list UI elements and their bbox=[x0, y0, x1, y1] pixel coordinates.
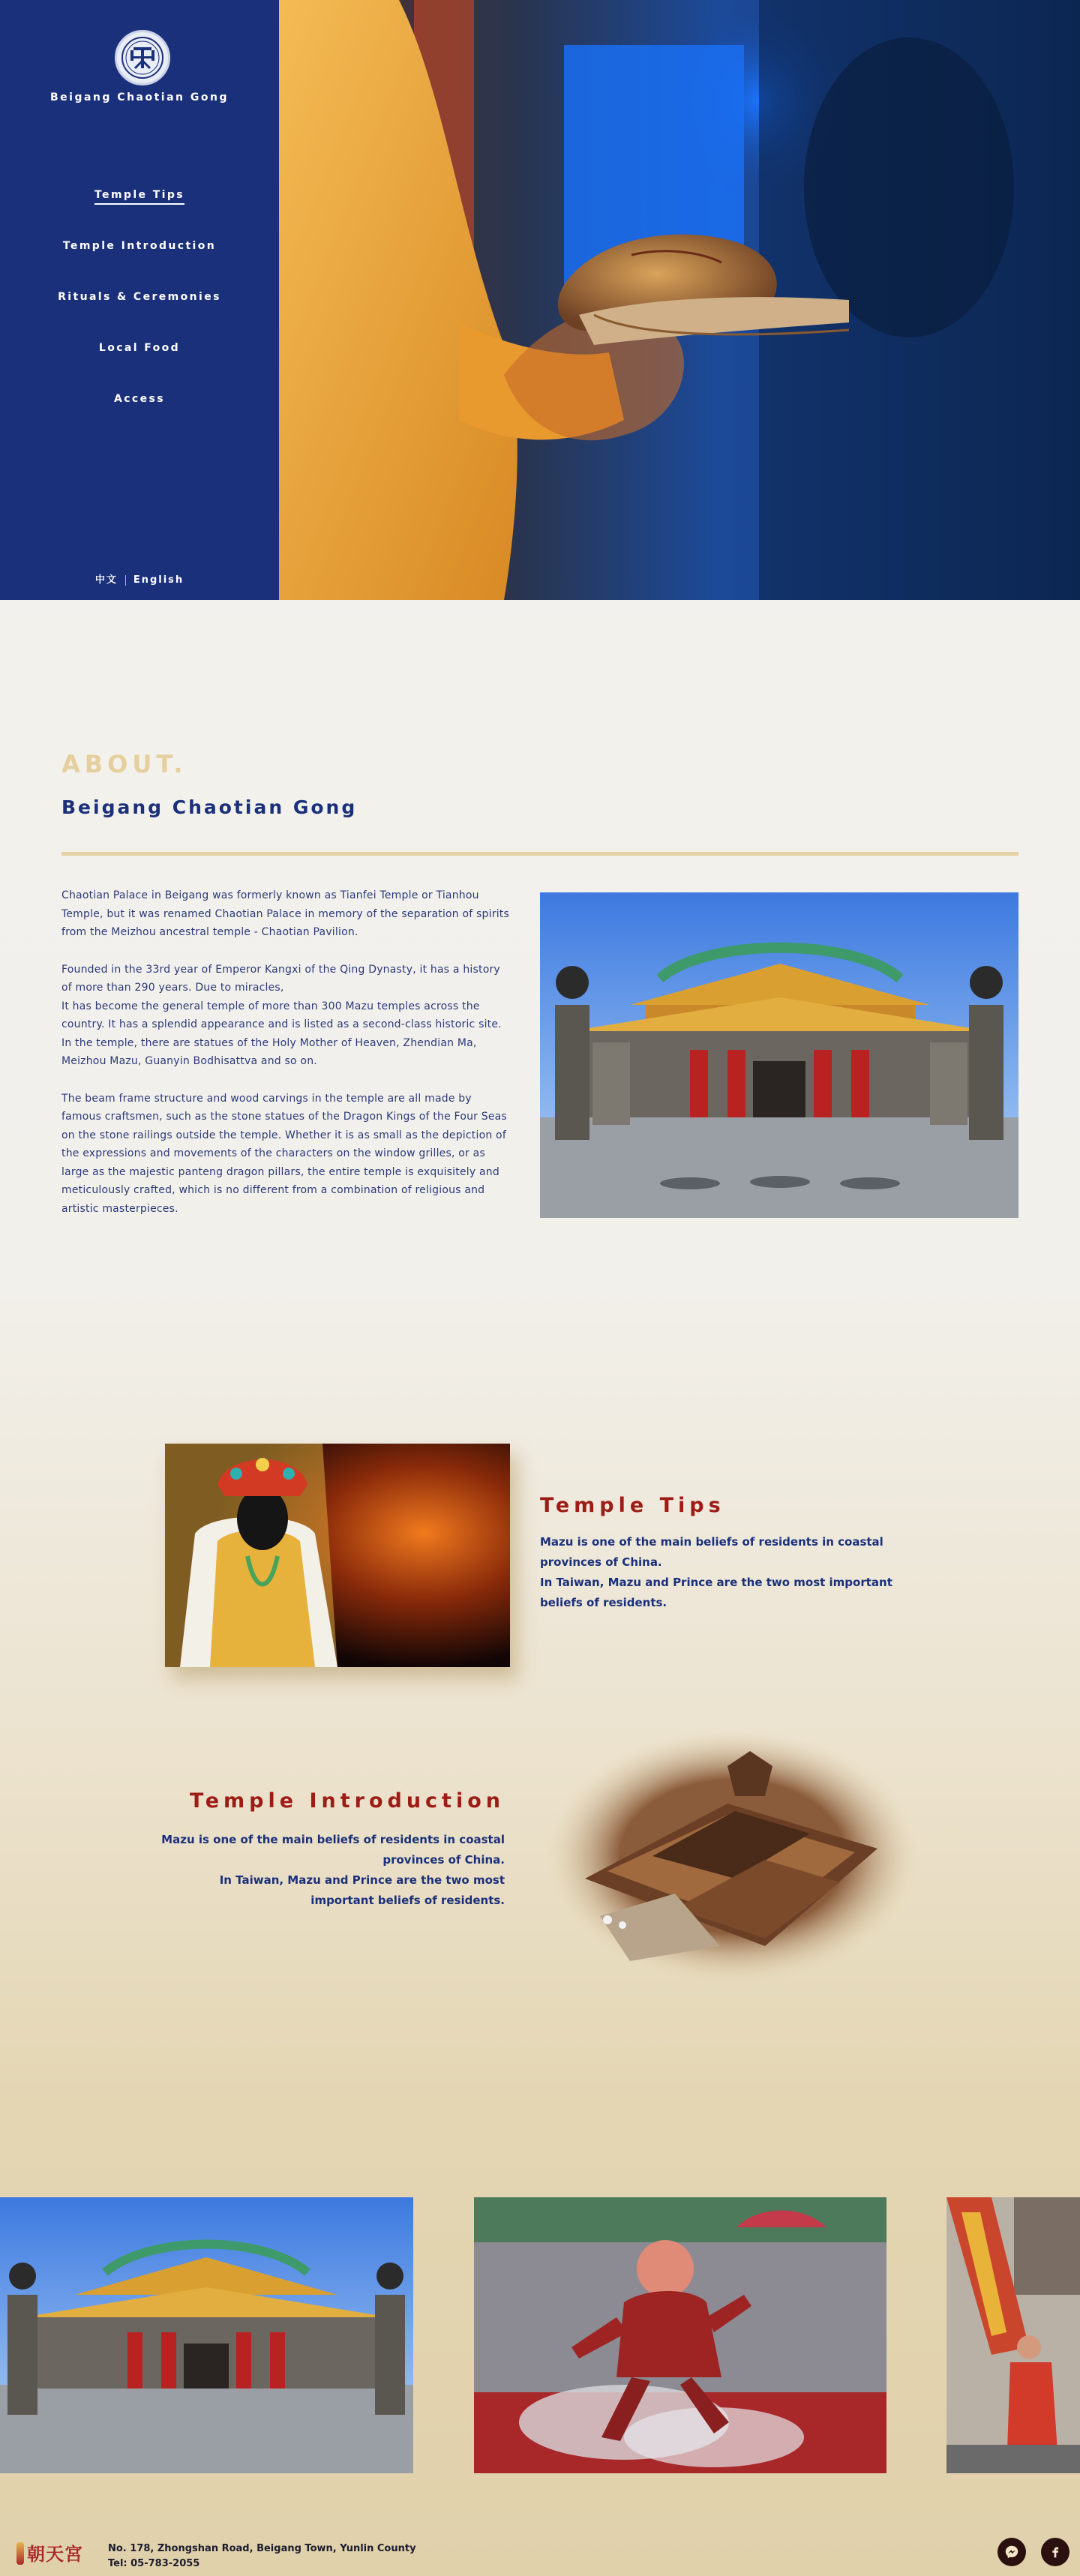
feature-line: important beliefs of residents. bbox=[310, 1894, 505, 1907]
temple-seal-icon bbox=[120, 35, 165, 80]
temple-aerial-photo bbox=[540, 1721, 926, 1987]
feature-title-temple-tips[interactable]: Temple Tips bbox=[540, 1494, 725, 1517]
temple-logo[interactable] bbox=[115, 30, 170, 85]
brand-name: Beigang Chaotian Gong bbox=[50, 91, 229, 103]
main-nav bbox=[0, 189, 279, 444]
nav-label: Access bbox=[114, 393, 165, 405]
facebook-icon[interactable] bbox=[1041, 2538, 1070, 2566]
gallery-photo-ritual-performer[interactable] bbox=[474, 2197, 886, 2473]
footer-address: No. 178, Zhongshan Road, Beigang Town, Yunlin County bbox=[108, 2543, 416, 2554]
feature-line: provinces of China. bbox=[382, 1853, 505, 1867]
gallery-photo-procession[interactable] bbox=[946, 2197, 1080, 2473]
nav-label: Local Food bbox=[98, 342, 181, 354]
nav-item-local-food[interactable] bbox=[0, 342, 279, 393]
footer-logo[interactable] bbox=[16, 2539, 83, 2566]
sidebar bbox=[0, 0, 279, 600]
nav-label: Temple Introduction bbox=[62, 240, 217, 252]
feature-line: Mazu is one of the main beliefs of residents in coastal bbox=[161, 1833, 505, 1846]
language-switcher bbox=[0, 571, 279, 586]
footer-logo-mark bbox=[16, 2542, 24, 2565]
lang-zh-link[interactable]: 中文 bbox=[94, 574, 118, 586]
feature-text-temple-introduction bbox=[115, 1830, 505, 1911]
temple-front-photo bbox=[540, 892, 1018, 1218]
nav-item-temple-introduction[interactable] bbox=[0, 240, 279, 291]
footer-logo-text: 朝天宮 bbox=[27, 2543, 83, 2565]
feature-text-temple-tips bbox=[540, 1532, 930, 1613]
hero-image bbox=[279, 0, 1080, 600]
about-title: Beigang Chaotian Gong bbox=[62, 796, 358, 818]
lang-divider bbox=[125, 575, 126, 586]
about-text bbox=[62, 886, 512, 1237]
nav-item-rituals-ceremonies[interactable] bbox=[0, 291, 279, 342]
footer-contact bbox=[108, 2542, 416, 2572]
about-kicker: ABOUT. bbox=[62, 750, 188, 778]
about-divider bbox=[62, 852, 1018, 856]
feature-line: Mazu is one of the main beliefs of residents in coastal provinces of China. bbox=[540, 1535, 884, 1569]
nav-label: Temple Tips bbox=[94, 189, 184, 205]
nav-item-temple-tips[interactable] bbox=[0, 189, 279, 240]
lang-en-link[interactable]: English bbox=[133, 574, 184, 586]
nav-label: Rituals & Ceremonies bbox=[58, 291, 221, 303]
social-links bbox=[998, 2538, 1070, 2566]
mazu-statue-photo bbox=[165, 1444, 510, 1667]
gallery-photo-temple-front[interactable] bbox=[0, 2197, 413, 2473]
about-paragraph: Chaotian Palace in Beigang was formerly known as Tianfei Temple or Tianhou Temple, but it was renamed Chaotian Palace in memory of the separation of spirits from the Meizhou ancestral temple - Chaotian Pavilion. bbox=[62, 889, 509, 938]
about-paragraph: Founded in the 33rd year of Emperor Kangxi of the Qing Dynasty, it has a history of more than 290 years. Due to miracles, It has become the general temple of more than 300 Mazu temples across the country. It has a splendid appearance and is listed as a second-class historic site. In the temple, there are statues of the Holy Mother of Heaven, Zhendian Ma, Meizhou Mazu, Guanyin Bodhisattva and so on. bbox=[62, 963, 502, 1067]
about-paragraph: The beam frame structure and wood carvings in the temple are all made by famous craftsmen, such as the stone statues of the Dragon Kings of the Four Seas on the stone railings outside the temple. Whether it is as small as the depiction of the expressions and movements of the characters on the window grilles, or as large as the majestic panteng dragon pillars, the entire temple is exquisitely and meticulously crafted, which is no different from a combination of religious and artistic masterpieces. bbox=[62, 1092, 507, 1215]
feature-line: In Taiwan, Mazu and Prince are the two most bbox=[219, 1873, 505, 1887]
feature-title-temple-introduction[interactable]: Temple Introduction bbox=[189, 1789, 505, 1813]
messenger-icon[interactable] bbox=[998, 2538, 1026, 2566]
feature-line: In Taiwan, Mazu and Prince are the two most important beliefs of residents. bbox=[540, 1576, 892, 1609]
footer-tel: Tel: 05-783-2055 bbox=[108, 2558, 200, 2569]
nav-item-access[interactable] bbox=[0, 393, 279, 444]
